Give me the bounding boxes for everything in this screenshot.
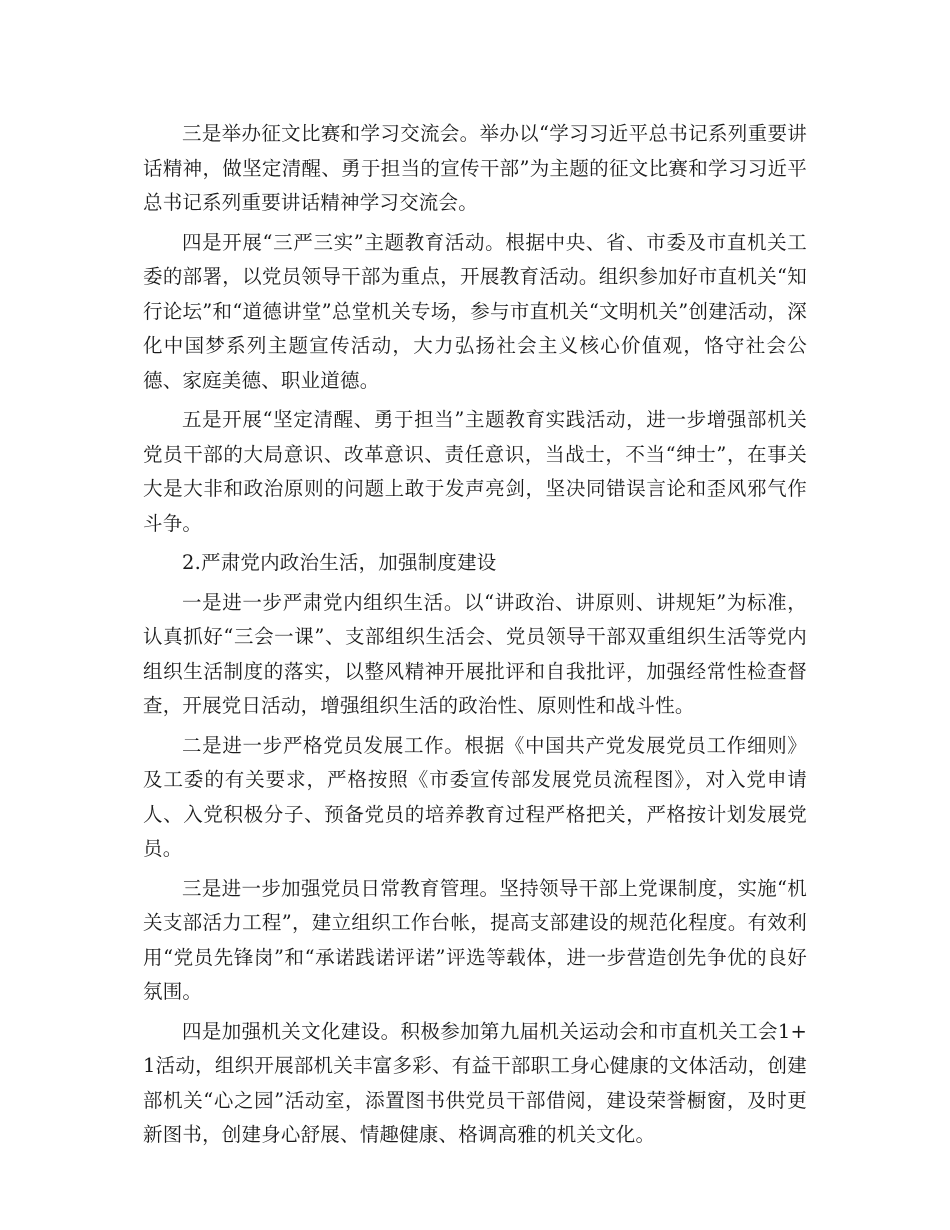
paragraph-three-stricts-education: 四是开展“三严三实”主题教育活动。根据中央、省、市委及市直机关工委的部署，以党员领导干部为重点，开展教育活动。组织参加好市直机关“知行论坛”和“道德讲堂”总堂机关专场，参与市直机关“文明机关”创建活动，深化中国梦系列主题宣传活动，大力弘扬社会主义核心价值观，恪守社会公德、家庭美德、职业道德。 — [143, 230, 807, 392]
section-heading-political-life: 2.严肃党内政治生活，加强制度建设 — [182, 551, 497, 574]
paragraph-member-development: 二是进一步严格党员发展工作。根据《中国共产党发展党员工作细则》及工委的有关要求，严格按照《市委宣传部发展党员流程图》，对入党申请人、入党积极分子、预备党员的培养教育过程严格把关，严格按计划发展党员。 — [143, 733, 807, 860]
paragraph-organization-life: 一是进一步严肃党内组织生活。以“讲政治、讲原则、讲规矩”为标准，认真抓好“三会一课”、支部组织生活会、党员领导干部双重组织生活等党内组织生活制度的落实，以整风精神开展批评和自我批评，加强经常性检查督查，开展党日活动，增强组织生活的政治性、原则性和战斗性。 — [143, 590, 807, 717]
document-body — [143, 117, 807, 1158]
paragraph-organ-culture: 四是加强机关文化建设。积极参加第九届机关运动会和市直机关工会1+1活动，组织开展部机关丰富多彩、有益干部职工身心健康的文体活动，创建部机关“心之园”活动室，添置图书供党员干部借阅，建设荣誉橱窗，及时更新图书，创建身心舒展、情趣健康、格调高雅的机关文化。 — [143, 1019, 807, 1146]
paragraph-member-management: 三是进一步加强党员日常教育管理。坚持领导干部上党课制度，实施“机关支部活力工程”，建立组织工作台帐，提高支部建设的规范化程度。有效利用“党员先锋岗”和“承诺践诺评诺”评选等载体，进一步营造创先争优的良好氛围。 — [143, 876, 807, 1003]
paragraph-essay-contest: 三是举办征文比赛和学习交流会。举办以“学习习近平总书记系列重要讲话精神，做坚定清醒、勇于担当的宣传干部”为主题的征文比赛和学习习近平总书记系列重要讲话精神学习交流会。 — [143, 122, 807, 214]
paragraph-practice-activity: 五是开展“坚定清醒、勇于担当”主题教育实践活动，进一步增强部机关党员干部的大局意识、改革意识、责任意识，当战士，不当“绅士”，在事关大是大非和政治原则的问题上敢于发声亮剑，坚决同错误言论和歪风邪气作斗争。 — [143, 408, 807, 535]
